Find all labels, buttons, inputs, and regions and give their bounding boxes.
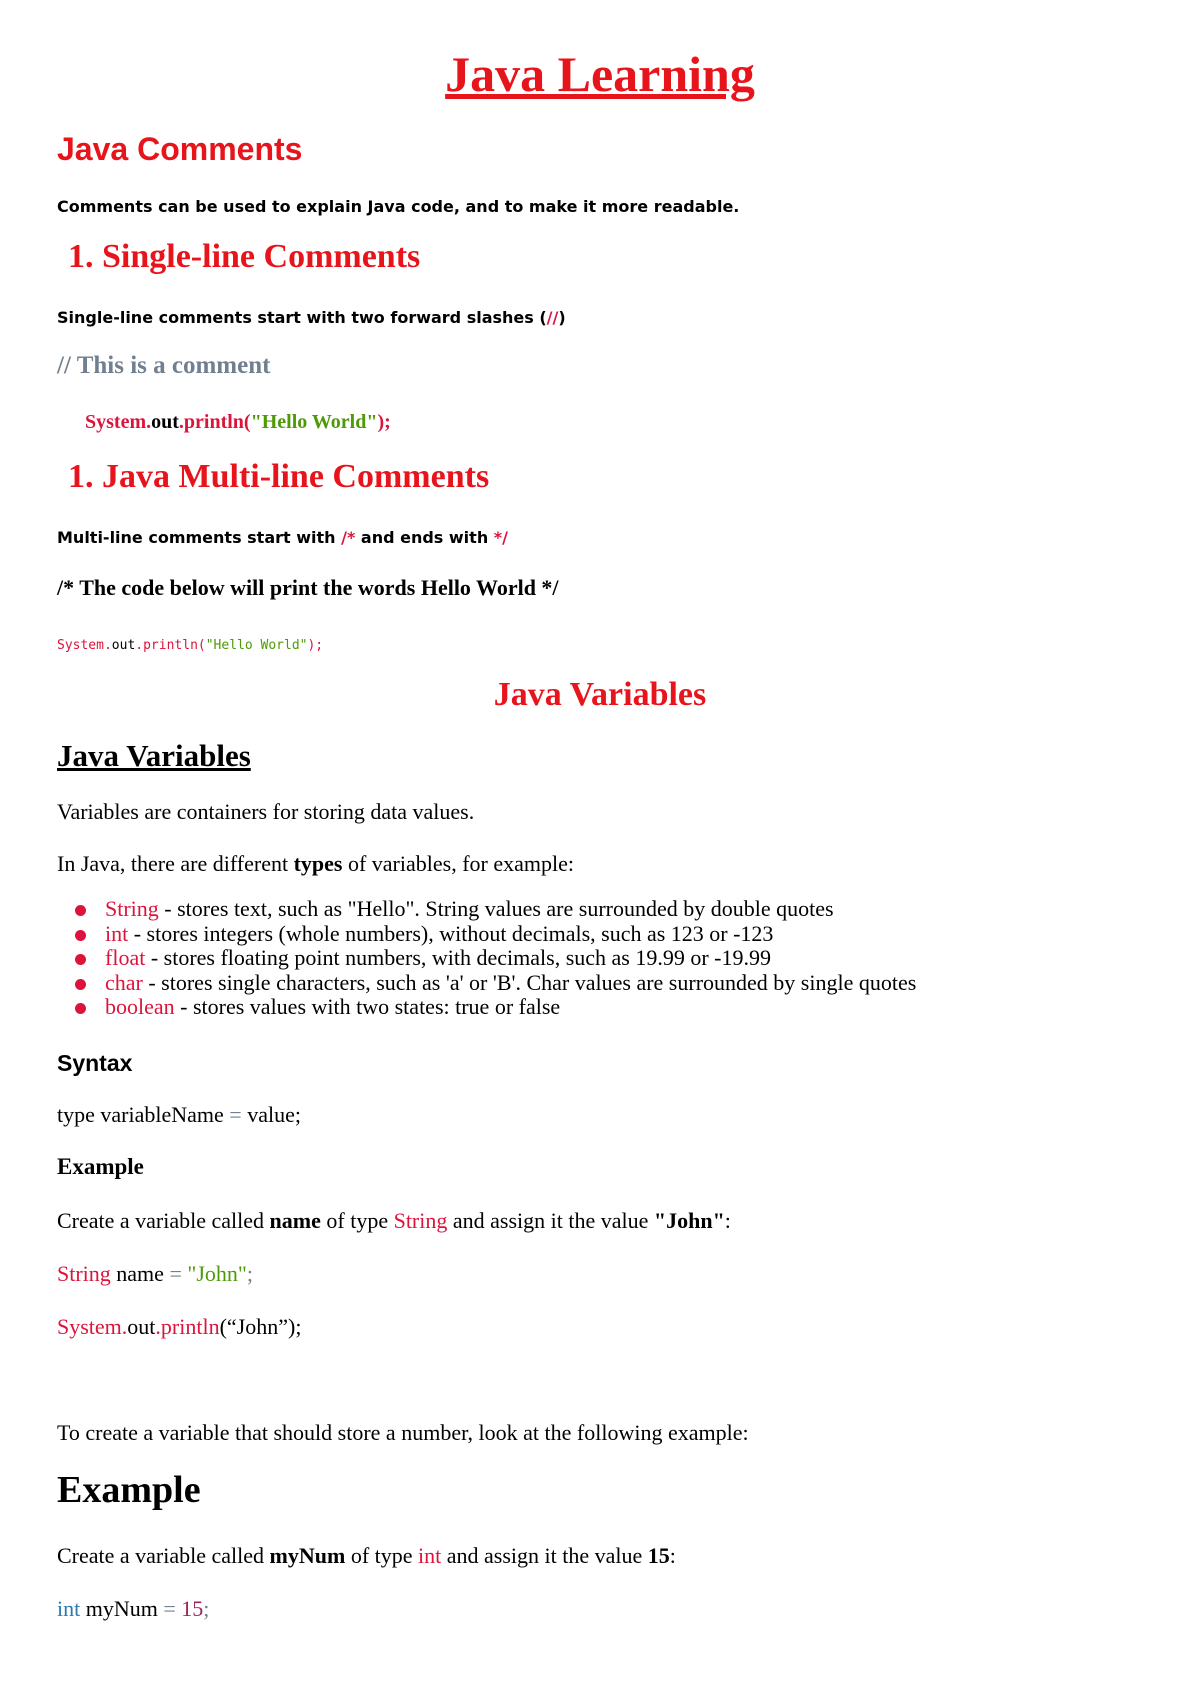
- list-item: [73, 922, 916, 947]
- variables-intro: Variables are containers for storing data values.: [57, 799, 475, 824]
- text: :: [669, 1543, 676, 1568]
- bullet-icon: [75, 954, 86, 965]
- text: type variableName: [57, 1102, 230, 1127]
- desc-text: and ends with: [355, 528, 494, 547]
- single-line-example-comment: // This is a comment: [57, 352, 271, 379]
- bold-text: myNum: [269, 1543, 346, 1568]
- text: and assign it the value: [447, 1208, 654, 1233]
- example-heading: Example: [57, 1469, 201, 1511]
- variables-types-intro: [57, 850, 574, 878]
- code-class: System.: [57, 1314, 128, 1339]
- multi-line-description: [57, 528, 508, 548]
- multi-line-heading: 1. Java Multi-line Comments: [68, 458, 490, 495]
- code-field: out: [111, 638, 136, 653]
- code-field: out: [151, 411, 179, 433]
- type-name: String: [393, 1208, 448, 1233]
- code-name: myNum: [80, 1596, 164, 1621]
- code-class: System.: [85, 411, 152, 433]
- code-name: name: [110, 1261, 170, 1286]
- text: Create a variable called: [57, 1208, 270, 1233]
- type-description: - stores integers (whole numbers), without decimals, such as 123 or -123: [128, 920, 774, 946]
- text: of type: [320, 1208, 394, 1233]
- bold-text: "John": [653, 1208, 725, 1233]
- single-line-code: [85, 409, 391, 435]
- code-method: .println: [155, 1314, 220, 1339]
- text: of type: [345, 1543, 419, 1568]
- type-name: String: [105, 896, 159, 921]
- types-bold: types: [293, 851, 343, 876]
- type-name: char: [105, 969, 143, 995]
- example-code-line: [57, 1313, 301, 1341]
- code-type: String: [57, 1261, 111, 1286]
- text: In Java, there are different: [57, 851, 294, 876]
- close-token: */: [493, 528, 508, 547]
- text: value;: [241, 1102, 301, 1127]
- multi-line-example-comment: /* The code below will print the words Hello World */: [57, 575, 559, 600]
- example-code-line: [57, 1260, 253, 1288]
- list-item: [73, 946, 916, 971]
- type-name: float: [105, 945, 146, 970]
- syntax-line: [57, 1101, 301, 1129]
- code-args: (“John”);: [219, 1314, 302, 1339]
- example-code-line: [57, 1595, 209, 1623]
- list-item: [73, 971, 916, 996]
- type-description: - stores floating point numbers, with decimals, such as 19.99 or -19.99: [145, 945, 772, 970]
- code-method: .println(: [135, 638, 206, 653]
- bullet-icon: [75, 1003, 86, 1014]
- code-punct: );: [377, 411, 391, 433]
- comments-heading: Java Comments: [57, 131, 303, 167]
- slashes-token: //: [546, 308, 559, 327]
- desc-text: ): [558, 308, 566, 327]
- operator: =: [229, 1102, 242, 1127]
- example-description: [57, 1542, 676, 1570]
- text: and assign it the value: [441, 1543, 648, 1568]
- desc-text: Single-line comments start with two forward slashes (: [57, 308, 547, 327]
- type-description: - stores single characters, such as 'a' or 'B'. Char values are surrounded by single quotes: [142, 969, 917, 995]
- number-intro: To create a variable that should store a number, look at the following example:: [57, 1420, 749, 1445]
- code-operator: =: [169, 1261, 182, 1286]
- code-number: 15: [175, 1596, 204, 1621]
- code-punct: ;: [246, 1261, 254, 1286]
- variable-types-list: [73, 897, 916, 1020]
- open-token: /*: [341, 528, 356, 547]
- code-string: "Hello World": [250, 411, 378, 433]
- type-name: int: [105, 920, 129, 946]
- syntax-heading: Syntax: [57, 1050, 133, 1076]
- code-string: "Hello World": [205, 638, 308, 653]
- single-line-description: [57, 308, 566, 328]
- code-class: System.: [57, 638, 112, 653]
- type-description: - stores text, such as "Hello". String values are surrounded by double quotes: [158, 896, 834, 921]
- text: of variables, for example:: [342, 851, 574, 876]
- code-punct: );: [307, 638, 324, 653]
- list-item: [73, 995, 916, 1020]
- example-description: [57, 1207, 731, 1235]
- type-description: - stores values with two states: true or false: [174, 994, 561, 1019]
- bullet-icon: [75, 979, 86, 990]
- code-punct: ;: [203, 1596, 210, 1621]
- page-title: Java Learning: [445, 46, 755, 102]
- code-field: out: [127, 1314, 156, 1339]
- code-operator: =: [163, 1596, 176, 1621]
- type-name: boolean: [105, 994, 175, 1019]
- bold-text: 15: [647, 1543, 670, 1568]
- bullet-icon: [75, 930, 86, 941]
- code-string: "John": [181, 1261, 247, 1286]
- bold-text: name: [269, 1208, 321, 1233]
- code-type: int: [57, 1596, 81, 1621]
- bullet-icon: [75, 905, 86, 916]
- multi-line-code: [57, 637, 323, 655]
- single-line-heading: 1. Single-line Comments: [68, 238, 421, 275]
- desc-text: Multi-line comments start with: [57, 528, 342, 547]
- text: Create a variable called: [57, 1543, 270, 1568]
- code-method: .println(: [178, 411, 251, 433]
- variables-heading: Java Variables: [57, 738, 251, 773]
- text: :: [724, 1208, 731, 1233]
- example-heading: Example: [57, 1154, 144, 1179]
- type-name: int: [418, 1543, 442, 1568]
- variables-center-heading: Java Variables: [493, 676, 707, 713]
- list-item: [73, 897, 916, 922]
- comments-intro: Comments can be used to explain Java code, and to make it more readable.: [57, 197, 740, 216]
